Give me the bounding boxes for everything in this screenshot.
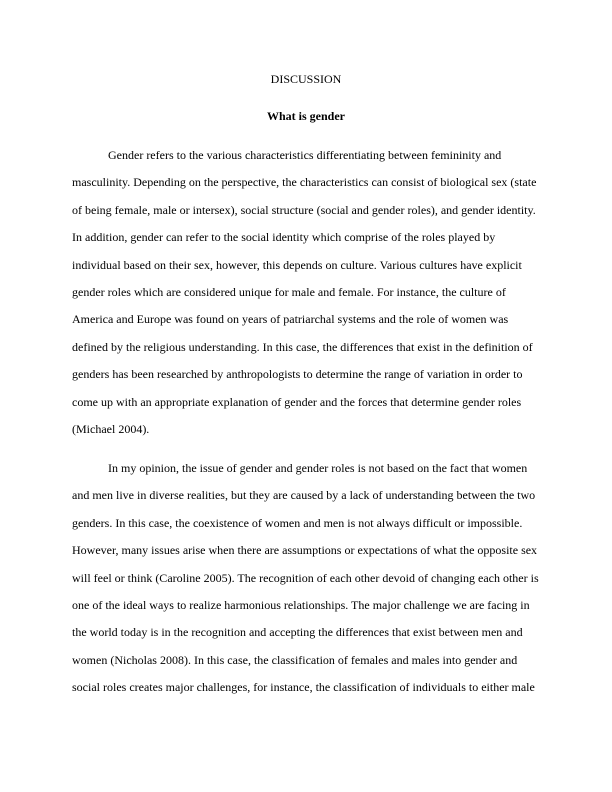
paragraph-line: America and Europe was found on years of patriarchal systems and the role of women was [72, 312, 509, 327]
subtitle: What is gender [267, 109, 345, 123]
paragraph-line: come up with an appropriate explanation of gender and the forces that determine gender roles [72, 394, 522, 409]
paragraph-line: individual based on their sex, however, this depends on culture. Various cultures have explicit [72, 257, 522, 272]
paragraph-line: genders. In this case, the coexistence of women and men is not always difficult or impossible. [72, 515, 523, 530]
paragraph [72, 148, 540, 449]
paragraph-line: of being female, male or intersex), social structure (social and gender roles), and gender identity. [72, 202, 536, 217]
paragraph-line: the world today is in the recognition and accepting the differences that exist between men and [72, 625, 523, 640]
paragraph-line: and men live in diverse realities, but they are caused by a lack of understanding between the two [72, 488, 536, 503]
paragraph-line: one of the ideal ways to realize harmonious relationships. The major challenge we are facing in [72, 597, 530, 612]
paragraph-line: genders has been researched by anthropologists to determine the range of variation in order to [72, 367, 523, 382]
paragraph-line: Gender refers to the various characteristics differentiating between femininity and [108, 148, 502, 162]
paragraph-line: (Michael 2004). [72, 421, 150, 436]
paragraph-line: masculinity. Depending on the perspective, the characteristics can consist of biological sex (state [72, 175, 537, 190]
paragraph [72, 461, 540, 708]
paragraph-line: However, many issues arise when there are assumptions or expectations of what the opposite sex [72, 543, 538, 558]
paragraph-line: social roles creates major challenges, for instance, the classification of individuals to either male [72, 680, 535, 695]
section-title: DISCUSSION [270, 72, 342, 86]
paragraph-line: In addition, gender can refer to the social identity which comprise of the roles played by [72, 230, 496, 245]
paragraph-line: will feel or think (Caroline 2005). The recognition of each other devoid of changing each other is [72, 570, 539, 585]
paragraph-line: women (Nicholas 2008). In this case, the classification of females and males into gender and [72, 652, 518, 667]
paragraph-line: defined by the religious understanding. In this case, the differences that exist in the definition of [72, 339, 533, 354]
paragraph-line: gender roles which are considered unique for male and female. For instance, the culture of [72, 284, 506, 299]
paragraph-line: In my opinion, the issue of gender and gender roles is not based on the fact that women [108, 461, 528, 475]
